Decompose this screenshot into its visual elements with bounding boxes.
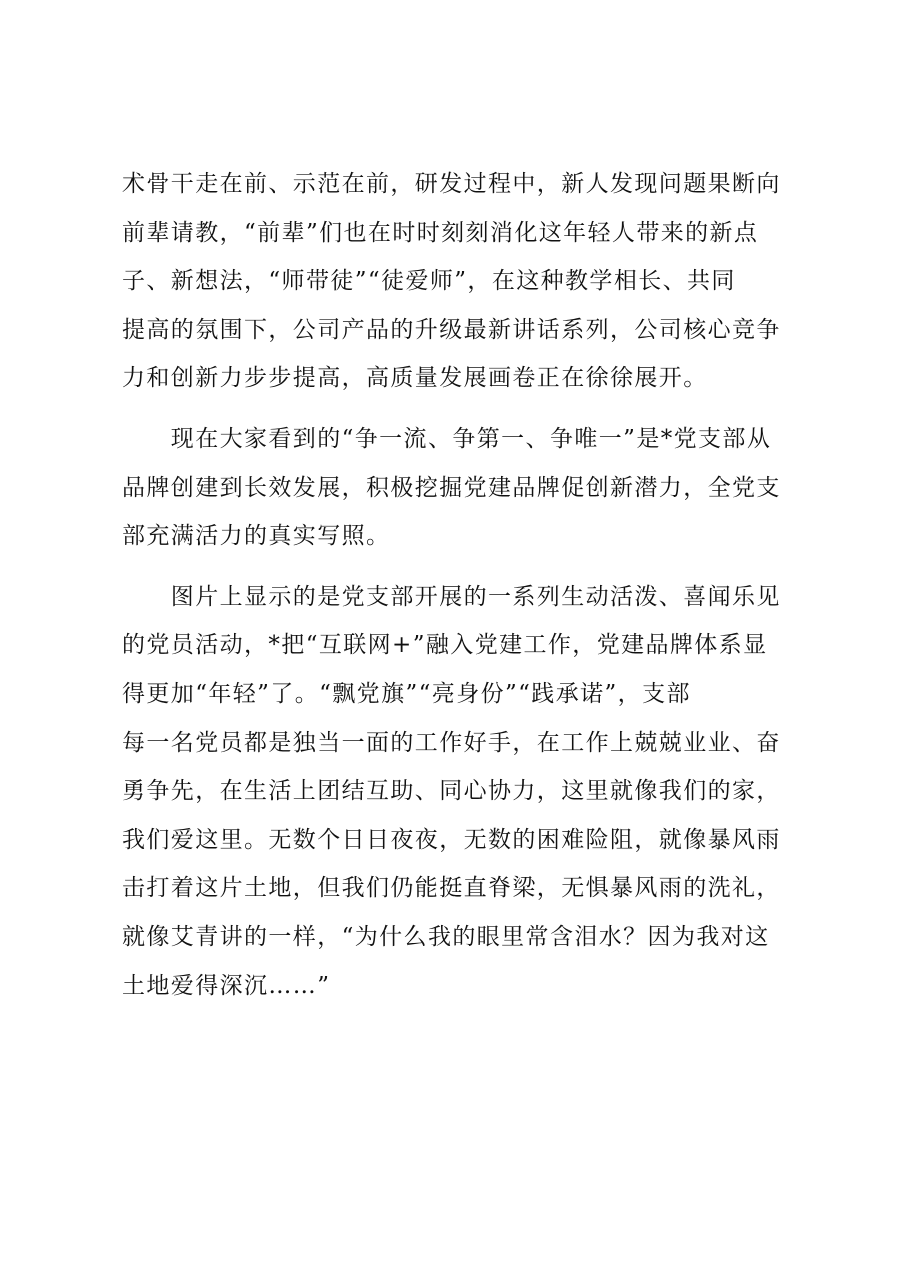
text-line: 就像艾青讲的一样，“为什么我的眼里常含泪水？因为我对这 (122, 923, 770, 950)
text-line: 部充满活力的真实写照。 (122, 523, 391, 550)
text-line: 子、新想法，“师带徒”“徒爱师”，在这种教学相长、共同 (122, 268, 736, 295)
document-body (122, 160, 802, 1010)
paragraph-spacer (122, 403, 802, 415)
text-line: 勇争先，在生活上团结互助、同心协力，这里就像我们的家， (122, 778, 781, 805)
text-line: 图片上显示的是党支部开展的一系列生动活泼、喜闻乐见 (122, 583, 781, 610)
text-line: 我们爱这里。无数个日日夜夜，无数的困难险阻，就像暴风雨 (122, 826, 781, 853)
text-line: 品牌创建到长效发展，积极挖掘党建品牌促创新潜力，全党支 (122, 474, 781, 501)
paragraph-3 (122, 573, 802, 1010)
text-line: 的党员活动，*把“互联网+”融入党建工作，党建品牌体系显 (122, 632, 768, 659)
paragraph-spacer (122, 561, 802, 573)
text-line: 力和创新力步步提高，高质量发展画卷正在徐徐展开。 (122, 365, 708, 392)
text-line: 前辈请教，“前辈”们也在时时刻刻消化这年轻人带来的新点 (122, 219, 759, 246)
text-line: 提高的氛围下，公司产品的升级最新讲话系列，公司核心竞争 (122, 316, 781, 343)
paragraph-2 (122, 415, 802, 561)
text-line: 现在大家看到的“争一流、争第一、争唯一”是*党支部从 (122, 425, 772, 452)
text-line: 击打着这片土地，但我们仍能挺直脊梁，无惧暴风雨的洗礼， (122, 875, 781, 902)
text-line: 得更加“年轻”了。“飘党旗”“亮身份”“践承诺”，支部 (122, 680, 691, 707)
text-line: 术骨干走在前、示范在前，研发过程中，新人发现问题果断向 (122, 171, 781, 197)
text-line: 土地爱得深沉……” (122, 972, 331, 999)
paragraph-1 (122, 160, 802, 403)
text-line: 每一名党员都是独当一面的工作好手，在工作上兢兢业业、奋 (122, 729, 781, 756)
